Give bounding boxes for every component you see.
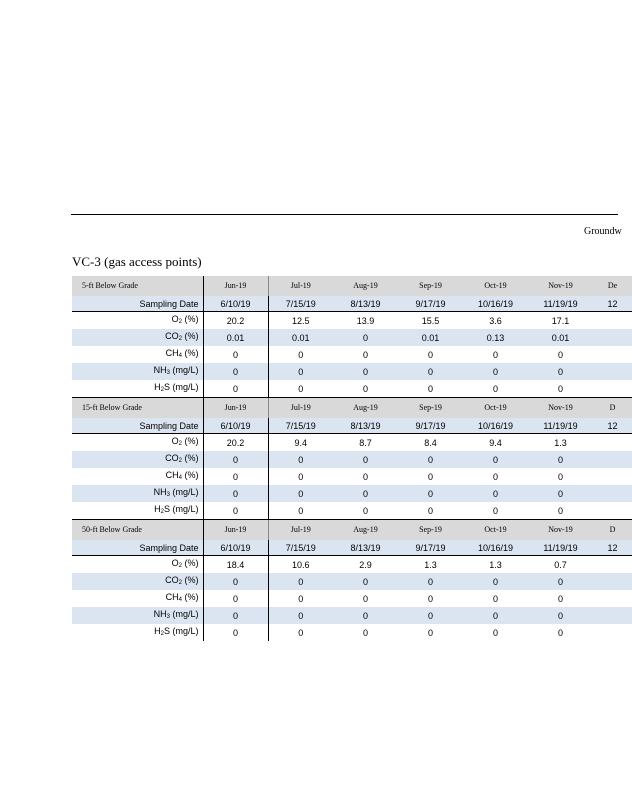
value-cell: 0 — [427, 349, 433, 360]
value-cell: 0 — [362, 471, 368, 482]
parameter-label — [72, 380, 203, 398]
parameter-unit: (%) — [182, 558, 199, 568]
value-cell: 0 — [333, 502, 398, 520]
parameter-name: O — [171, 436, 179, 446]
value-cell: 12.5 — [268, 312, 333, 330]
value-cell: 0 — [298, 349, 304, 360]
value-cell: 0 — [427, 627, 433, 638]
parameter-row — [72, 485, 632, 502]
parameter-row — [72, 607, 632, 624]
value-cell: 0 — [203, 468, 268, 485]
sampling-date: 8/13/19 — [333, 296, 398, 312]
value-cell — [593, 573, 632, 590]
value-cell: 1.3 — [398, 556, 463, 574]
parameter-subscript: 2 — [178, 336, 182, 342]
value-cell: 0 — [203, 624, 268, 641]
parameter-label — [72, 363, 203, 380]
month-header: Sep-19 — [398, 276, 463, 296]
value-cell — [593, 468, 632, 485]
value-cell: 0 — [557, 627, 563, 638]
value-cell: 9.4 — [463, 434, 528, 452]
parameter-label — [72, 573, 203, 590]
value-cell: 0 — [557, 593, 563, 604]
value-cell: 0 — [528, 573, 593, 590]
value-cell: 0 — [333, 329, 398, 346]
parameter-row — [72, 312, 632, 330]
value-cell: 0 — [398, 363, 463, 380]
value-cell: 0 — [398, 380, 463, 398]
value-cell: 0 — [557, 471, 563, 482]
parameter-subscript: 4 — [178, 475, 182, 481]
value-cell: 0 — [333, 451, 398, 468]
value-cell: 0 — [333, 573, 398, 590]
parameter-unit: (mg/L) — [169, 609, 199, 619]
sampling-date: 10/16/19 — [463, 418, 528, 434]
parameter-unit: (mg/L) — [169, 487, 199, 497]
value-cell: 0 — [298, 471, 304, 482]
sampling-date-label: Sampling Date — [72, 296, 203, 312]
parameter-subscript: 2 — [178, 563, 182, 569]
parameter-subscript: 2 — [178, 441, 182, 447]
value-cell: 0 — [398, 607, 463, 624]
value-cell: 0 — [398, 502, 463, 520]
value-cell: 0.01 — [203, 329, 268, 346]
sampling-date: 12 — [593, 296, 632, 312]
value-cell: 0.01 — [268, 329, 333, 346]
sampling-date-row — [72, 418, 632, 434]
sampling-date-label: Sampling Date — [72, 540, 203, 556]
value-cell: 0 — [333, 380, 398, 398]
value-cell: 0 — [268, 485, 333, 502]
sampling-date: 8/13/19 — [333, 540, 398, 556]
parameter-unit: (%) — [182, 575, 199, 585]
parameter-name: CH — [165, 348, 179, 358]
value-cell — [593, 329, 632, 346]
parameter-name: CO — [165, 453, 179, 463]
sampling-date: 6/10/19 — [203, 296, 268, 312]
parameter-name: H — [154, 382, 161, 392]
value-cell: 0 — [398, 485, 463, 502]
parameter-subscript: 3 — [166, 370, 170, 376]
parameter-name: NH — [153, 487, 167, 497]
value-cell: 18.4 — [203, 556, 268, 574]
sampling-date-label: Sampling Date — [72, 418, 203, 434]
parameter-row — [72, 556, 632, 574]
month-header: Oct-19 — [463, 398, 528, 418]
sampling-date: 11/19/19 — [528, 540, 593, 556]
value-cell: 0 — [427, 471, 433, 482]
value-cell: 0 — [203, 363, 268, 380]
value-cell: 0 — [528, 502, 593, 520]
parameter-unit: (%) — [182, 592, 199, 602]
parameter-row — [72, 451, 632, 468]
depth-label: 5-ft Below Grade — [72, 276, 203, 296]
value-cell: 0 — [557, 349, 563, 360]
parameter-unit: (mg/L) — [169, 365, 199, 375]
value-cell: 0 — [463, 485, 528, 502]
parameter-subscript: 4 — [178, 353, 182, 359]
parameter-name: CO — [165, 331, 179, 341]
sampling-date: 10/16/19 — [463, 296, 528, 312]
value-cell: 0 — [492, 471, 498, 482]
value-cell: 0 — [463, 502, 528, 520]
sampling-date: 9/17/19 — [398, 418, 463, 434]
parameter-row — [72, 380, 632, 398]
parameter-row — [72, 346, 632, 363]
parameter-label — [72, 607, 203, 624]
parameter-subscript: 3 — [166, 614, 170, 620]
value-cell: 2.9 — [333, 556, 398, 574]
parameter-label — [72, 590, 203, 607]
value-cell: 0 — [268, 573, 333, 590]
value-cell: 0 — [427, 593, 433, 604]
parameter-subscript: 2 — [178, 319, 182, 325]
value-cell: 0 — [362, 593, 368, 604]
value-cell: 0 — [333, 485, 398, 502]
sampling-date: 12 — [593, 418, 632, 434]
value-cell: 0 — [268, 380, 333, 398]
value-cell — [593, 624, 632, 641]
value-cell: 0 — [268, 502, 333, 520]
month-header: Sep-19 — [398, 520, 463, 540]
parameter-name: CH — [165, 470, 179, 480]
value-cell: 15.5 — [398, 312, 463, 330]
depth-label: 15-ft Below Grade — [72, 398, 203, 418]
value-cell: 0 — [528, 363, 593, 380]
parameter-unit: (%) — [182, 314, 199, 324]
sampling-date: 6/10/19 — [203, 418, 268, 434]
parameter-label — [72, 624, 203, 641]
parameter-row — [72, 329, 632, 346]
parameter-name: O — [171, 314, 179, 324]
value-cell — [593, 434, 632, 452]
sampling-date-row — [72, 540, 632, 556]
value-cell: 17.1 — [528, 312, 593, 330]
value-cell: 0 — [203, 380, 268, 398]
value-cell: 0.01 — [528, 329, 593, 346]
sampling-date: 9/17/19 — [398, 296, 463, 312]
value-cell: 0 — [203, 573, 268, 590]
parameter-label — [72, 556, 203, 574]
sampling-date: 11/19/19 — [528, 418, 593, 434]
value-cell: 0 — [528, 607, 593, 624]
value-cell: 0 — [398, 451, 463, 468]
parameter-unit: (%) — [182, 436, 199, 446]
parameter-label — [72, 329, 203, 346]
value-cell: 0 — [528, 380, 593, 398]
sampling-date: 7/15/19 — [268, 296, 333, 312]
value-cell — [593, 451, 632, 468]
month-header: Jun-19 — [203, 276, 268, 296]
sampling-date: 8/13/19 — [333, 418, 398, 434]
parameter-row — [72, 624, 632, 641]
parameter-row — [72, 434, 632, 452]
parameter-subscript: 2 — [178, 458, 182, 464]
value-cell: 0 — [203, 502, 268, 520]
value-cell: 0 — [362, 349, 368, 360]
sampling-date: 7/15/19 — [268, 418, 333, 434]
value-cell: 8.7 — [333, 434, 398, 452]
value-cell: 9.4 — [268, 434, 333, 452]
value-cell: 0 — [298, 627, 304, 638]
value-cell: 0 — [203, 485, 268, 502]
parameter-unit: S (mg/L) — [163, 626, 199, 636]
month-header: Aug-19 — [333, 398, 398, 418]
value-cell: 0 — [362, 627, 368, 638]
parameter-name: CO — [165, 575, 179, 585]
gas-table-50ft — [72, 520, 632, 641]
parameter-name: H — [154, 504, 161, 514]
value-cell: 0 — [398, 573, 463, 590]
month-header: Jul-19 — [268, 276, 333, 296]
month-header: D — [593, 520, 632, 540]
month-header-row — [72, 276, 632, 296]
parameter-row — [72, 573, 632, 590]
depth-label: 50-ft Below Grade — [72, 520, 203, 540]
value-cell: 1.3 — [463, 556, 528, 574]
gas-table-5ft — [72, 276, 632, 398]
value-cell: 0 — [298, 593, 304, 604]
parameter-unit: S (mg/L) — [163, 504, 199, 514]
value-cell: 1.3 — [528, 434, 593, 452]
parameter-label — [72, 434, 203, 452]
gas-table-15ft — [72, 398, 632, 520]
header-rule — [71, 214, 618, 215]
value-cell: 10.6 — [268, 556, 333, 574]
value-cell: 3.6 — [463, 312, 528, 330]
value-cell — [593, 485, 632, 502]
value-cell: 0 — [492, 349, 498, 360]
parameter-name: NH — [153, 609, 167, 619]
parameter-row — [72, 363, 632, 380]
value-cell: 0 — [203, 451, 268, 468]
parameter-name: O — [171, 558, 179, 568]
parameter-row — [72, 502, 632, 520]
value-cell: 0.13 — [463, 329, 528, 346]
value-cell: 0 — [333, 363, 398, 380]
value-cell: 0.01 — [398, 329, 463, 346]
parameter-row — [72, 590, 632, 607]
value-cell: 0 — [268, 451, 333, 468]
value-cell: 0 — [203, 346, 268, 363]
parameter-unit: (%) — [182, 331, 199, 341]
month-header: Sep-19 — [398, 398, 463, 418]
value-cell: 13.9 — [333, 312, 398, 330]
value-cell: 0.7 — [528, 556, 593, 574]
value-cell — [593, 502, 632, 520]
sampling-date-row — [72, 296, 632, 312]
month-header: Nov-19 — [528, 520, 593, 540]
value-cell: 0 — [203, 590, 268, 607]
parameter-label — [72, 312, 203, 330]
parameter-name: NH — [153, 365, 167, 375]
parameter-name: CH — [165, 592, 179, 602]
month-header: Jul-19 — [268, 398, 333, 418]
parameter-unit: S (mg/L) — [163, 382, 199, 392]
parameter-label — [72, 346, 203, 363]
page-header-title: Groundw — [584, 226, 622, 237]
value-cell — [593, 607, 632, 624]
parameter-label — [72, 468, 203, 485]
parameter-row — [72, 468, 632, 485]
month-header: Nov-19 — [528, 276, 593, 296]
value-cell — [593, 556, 632, 574]
parameter-unit: (%) — [182, 453, 199, 463]
sampling-date: 9/17/19 — [398, 540, 463, 556]
month-header-row — [72, 398, 632, 418]
parameter-subscript: 2 — [160, 387, 164, 393]
month-header: Aug-19 — [333, 276, 398, 296]
value-cell — [593, 380, 632, 398]
parameter-unit: (%) — [182, 348, 199, 358]
value-cell: 0 — [463, 363, 528, 380]
sampling-date: 10/16/19 — [463, 540, 528, 556]
value-cell: 0 — [268, 363, 333, 380]
sampling-date: 12 — [593, 540, 632, 556]
value-cell: 0 — [492, 627, 498, 638]
month-header: D — [593, 398, 632, 418]
parameter-subscript: 2 — [160, 631, 164, 637]
parameter-label — [72, 502, 203, 520]
month-header: De — [593, 276, 632, 296]
month-header: Jun-19 — [203, 520, 268, 540]
value-cell: 8.4 — [398, 434, 463, 452]
month-header: Nov-19 — [528, 398, 593, 418]
value-cell: 0 — [203, 607, 268, 624]
sampling-date: 11/19/19 — [528, 296, 593, 312]
value-cell — [593, 312, 632, 330]
parameter-subscript: 3 — [166, 492, 170, 498]
month-header: Aug-19 — [333, 520, 398, 540]
parameter-unit: (%) — [182, 470, 199, 480]
value-cell: 0 — [463, 451, 528, 468]
parameter-label — [72, 485, 203, 502]
value-cell: 0 — [528, 451, 593, 468]
month-header: Jul-19 — [268, 520, 333, 540]
value-cell: 0 — [463, 607, 528, 624]
parameter-subscript: 4 — [178, 597, 182, 603]
value-cell: 0 — [463, 573, 528, 590]
value-cell: 0 — [528, 485, 593, 502]
month-header: Oct-19 — [463, 520, 528, 540]
value-cell — [593, 346, 632, 363]
parameter-subscript: 2 — [178, 580, 182, 586]
parameter-name: H — [154, 626, 161, 636]
parameter-label — [72, 451, 203, 468]
value-cell: 0 — [463, 380, 528, 398]
value-cell: 0 — [268, 607, 333, 624]
month-header: Oct-19 — [463, 276, 528, 296]
value-cell: 0 — [492, 593, 498, 604]
sampling-date: 6/10/19 — [203, 540, 268, 556]
value-cell: 20.2 — [203, 434, 268, 452]
value-cell — [593, 590, 632, 607]
value-cell: 20.2 — [203, 312, 268, 330]
section-title: VC-3 (gas access points) — [72, 254, 202, 269]
value-cell — [593, 363, 632, 380]
month-header-row — [72, 520, 632, 540]
value-cell: 0 — [333, 607, 398, 624]
parameter-subscript: 2 — [160, 509, 164, 515]
month-header: Jun-19 — [203, 398, 268, 418]
sampling-date: 7/15/19 — [268, 540, 333, 556]
